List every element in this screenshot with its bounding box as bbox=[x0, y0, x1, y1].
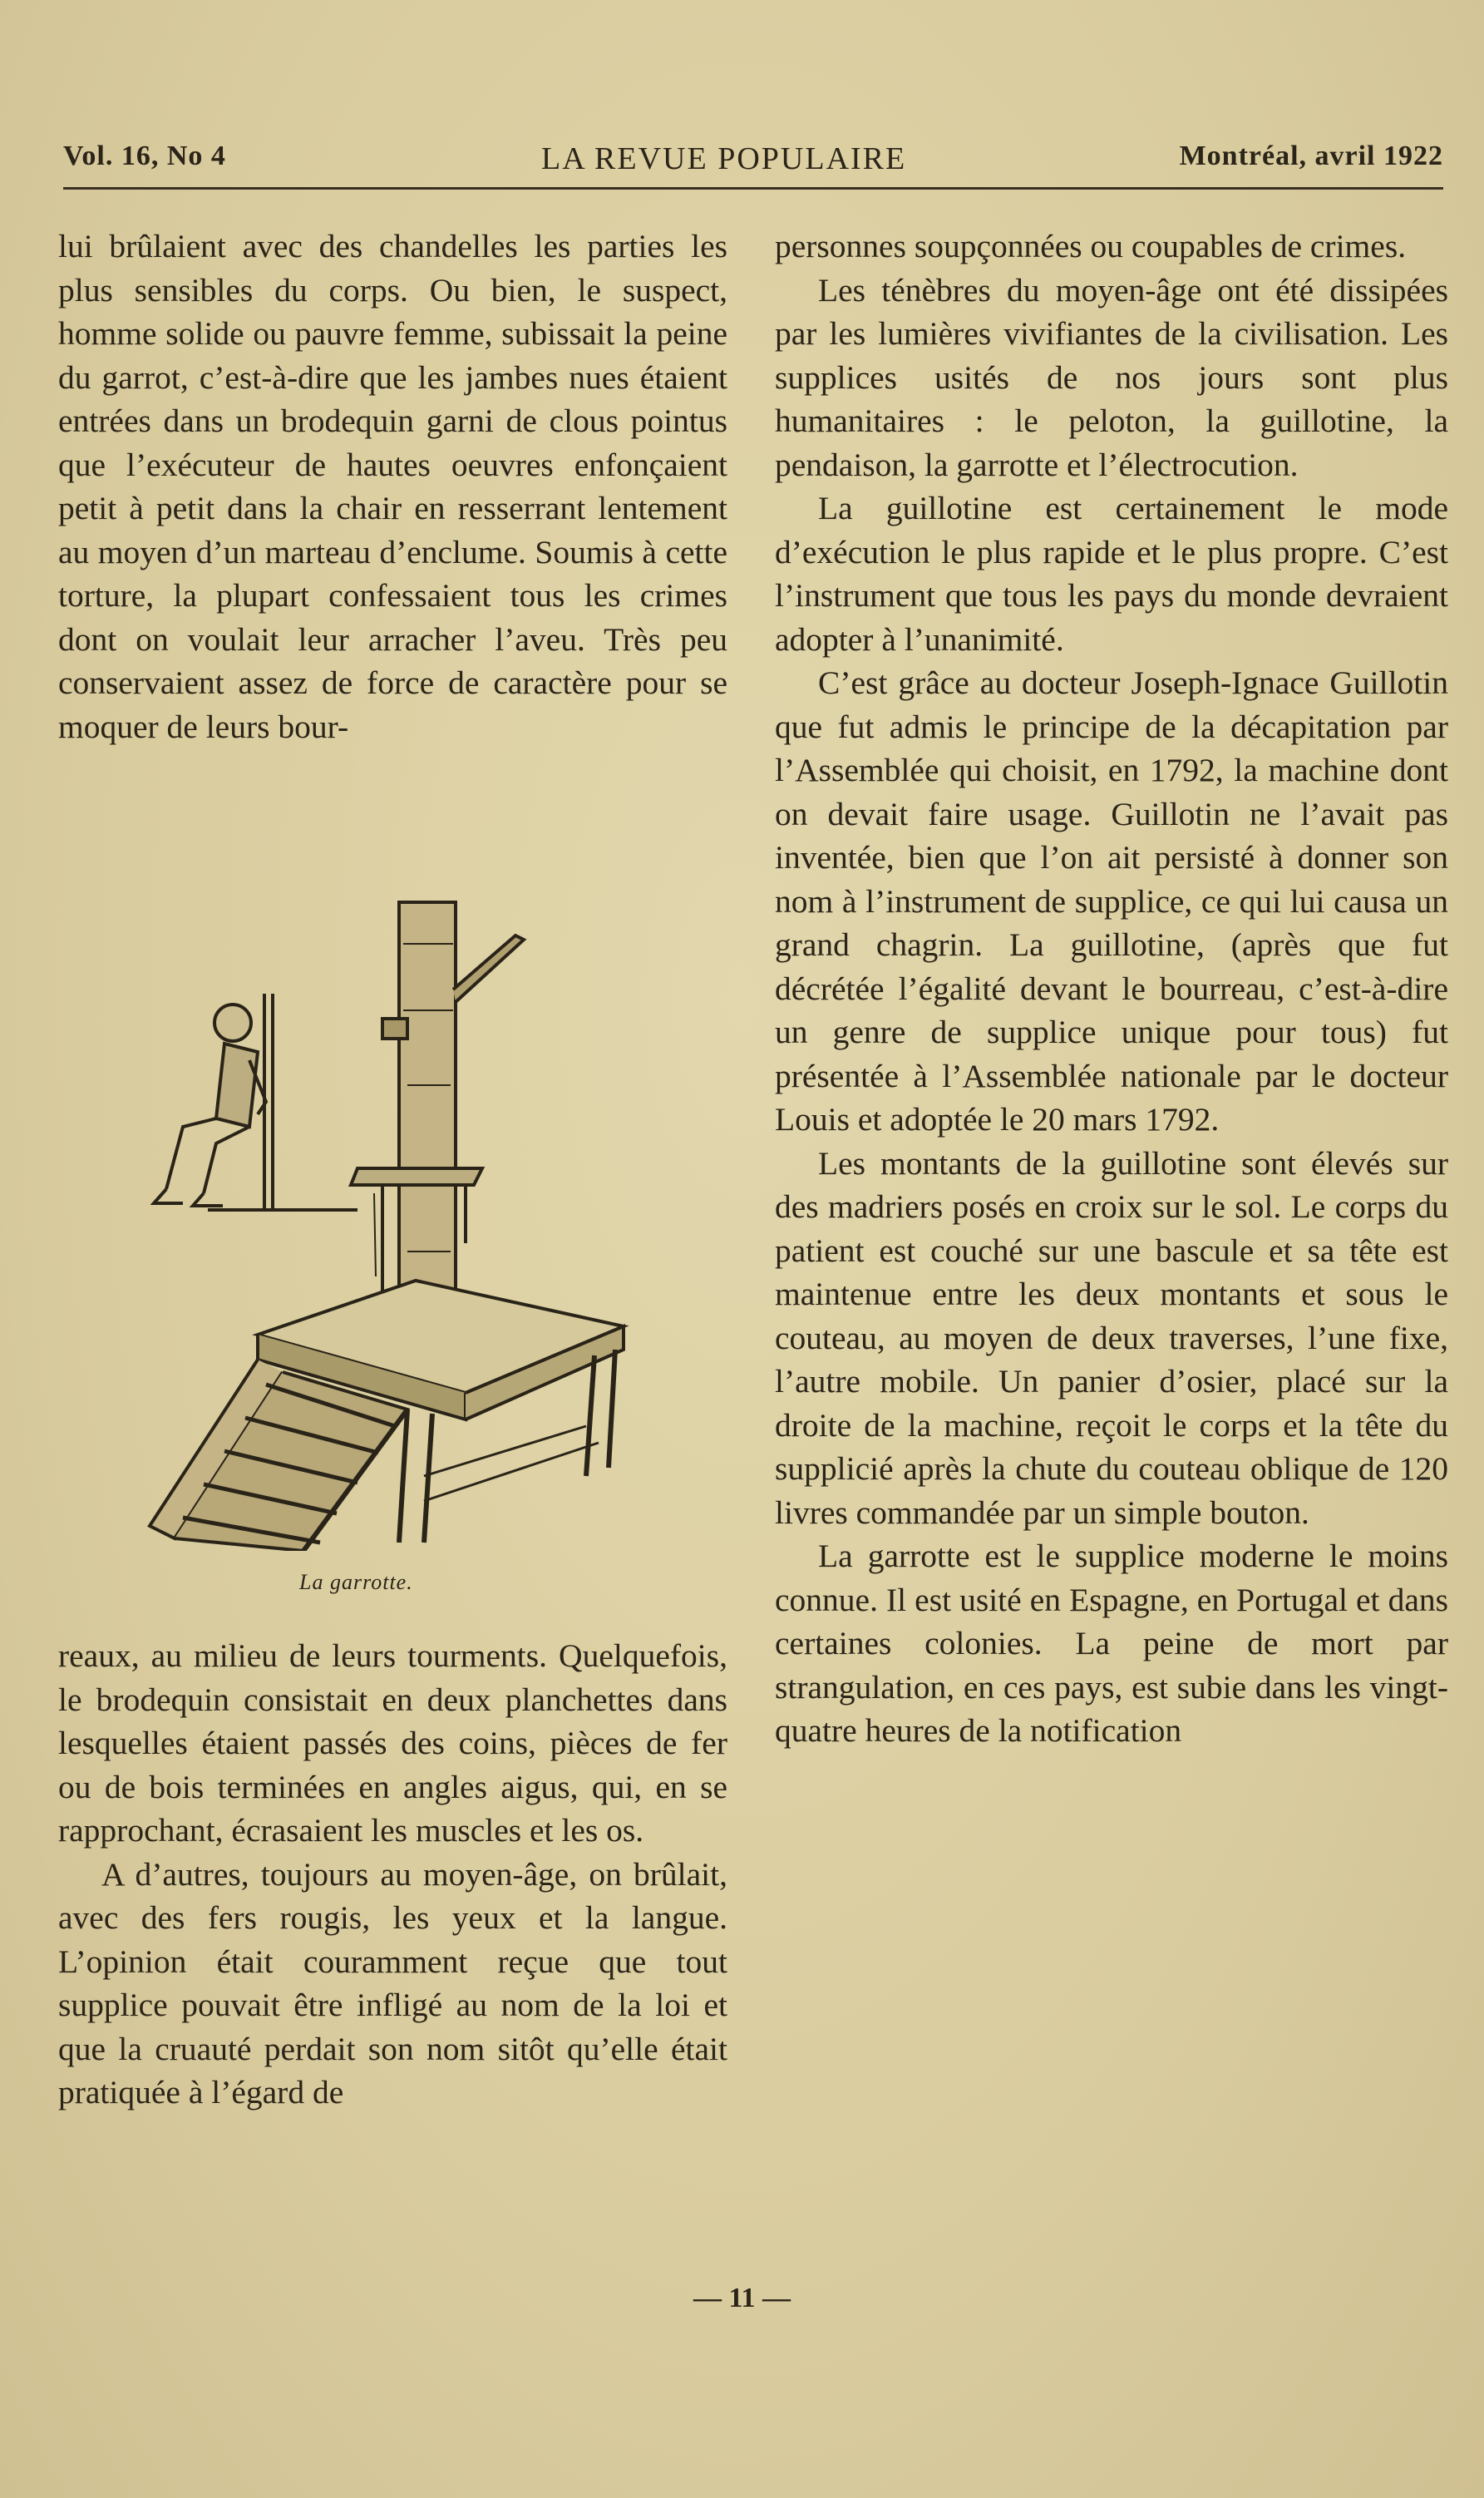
post-drawing bbox=[351, 902, 524, 1318]
right-paragraph-1: personnes soupçonnées ou coupables de crimes. bbox=[775, 228, 1407, 264]
right-column bbox=[775, 225, 1448, 1753]
running-header bbox=[63, 137, 1443, 190]
right-paragraph-6: La garrotte est le supplice moderne le moins connue. Il est usité en Espagne, en Portugal et dans certaines colonies. La peine de mort par strangulation, en ces pays, est subie dans les vingt-quatre heures de la notification bbox=[775, 1538, 1448, 1749]
figure-caption: La garrotte. bbox=[299, 1570, 413, 1594]
page-number: — 11 — bbox=[693, 2283, 791, 2313]
right-paragraph-5: Les montants de la guillotine sont élevés sur des madriers posés en croix sur le sol. Le corps du patient est couché sur une bascule et sa tête est maintenue entre les deux montants et sous le couteau, au moyen de deux traverses, l’une fixe, l’autre mobile. Un panier d’osier, placé sur la droite de la machine, reçoit le corps et la tête du supplicié après la chute du couteau oblique de 120 livres commandée par un simple bouton. bbox=[775, 1144, 1448, 1531]
right-paragraph-3: La guillotine est certainement le mode d’exécution le plus rapide et le plus propre. C’est l’instrument que tous les pays du monde devraient adopter à l’unanimité. bbox=[775, 490, 1448, 658]
left-paragraph-1: lui brûlaient avec des chandelles les parties les plus sensibles du corps. Ou bien, le suspect, homme solide ou pauvre femme, subissait la peine du garrot, c’est-à-dire que les jambes nues étaient entrées dans un brodequin garni de clous pointus que l’exécuteur de hautes oeuvres enfonçaient petit à petit dans la chair en resserrant lentement au moyen d’un marteau d’enclume. Soumis à cette torture, la plupart confessaient tous les crimes dont on voulait leur arracher l’aveu. Très peu conservaient assez de force de caractère pour se moquer de leurs bour- bbox=[58, 228, 727, 745]
volume-number: Vol. 16, No 4 bbox=[63, 141, 226, 171]
right-paragraph-4: C’est grâce au docteur Joseph-Ignace Guillotin que fut admis le principe de la décapitation par l’Assemblée qui choisit, en 1792, la machine dont on devait faire usage. Guillotin ne l’avait pas inventée, bien que l’on ait persisté à donner son nom à l’instrument de supplice, ce qui lui causa un grand chagrin. La guillotine, (après que fut décrétée l’égalité devant le bourreau, c’est-à-dire un genre de supplice unique pour tous) fut présentée à l’Assemblée nationale par le docteur Louis et adoptée le 20 mars 1792. bbox=[775, 664, 1448, 1138]
left-column-continued bbox=[58, 1634, 727, 2115]
left-paragraph-2: reaux, au milieu de leurs tourments. Quelquefois, le brodequin consistait en deux planchettes dans lesquelles étaient passés des coins, pièces de fer ou de bois terminées en angles aigus, qui, en se rapprochant, écrasaient les muscles et les os. bbox=[58, 1637, 727, 1849]
garrotte-illustration bbox=[133, 894, 665, 1551]
left-column bbox=[58, 225, 727, 748]
journal-title: LA REVUE POPULAIRE bbox=[541, 141, 907, 176]
left-paragraph-3: A d’autres, toujours au moyen-âge, on brûlait, avec des fers rougis, les yeux et la langue. L’opinion était couramment reçue que tout supplice pouvait être infligé au nom de la loi et que la cruauté perdait son nom sitôt qu’elle était pratiquée à l’égard de bbox=[58, 1855, 727, 2110]
seated-figure-drawing bbox=[154, 994, 357, 1210]
place-date: Montréal, avril 1922 bbox=[1179, 141, 1443, 171]
right-paragraph-2: Les ténèbres du moyen-âge ont été dissipées par les lumières vivifiantes de la civilisation. Les supplices usités de nos jours sont plus humanitaires : le peloton, la guillotine, la pendaison, la garrotte et l’électrocution. bbox=[775, 271, 1448, 483]
